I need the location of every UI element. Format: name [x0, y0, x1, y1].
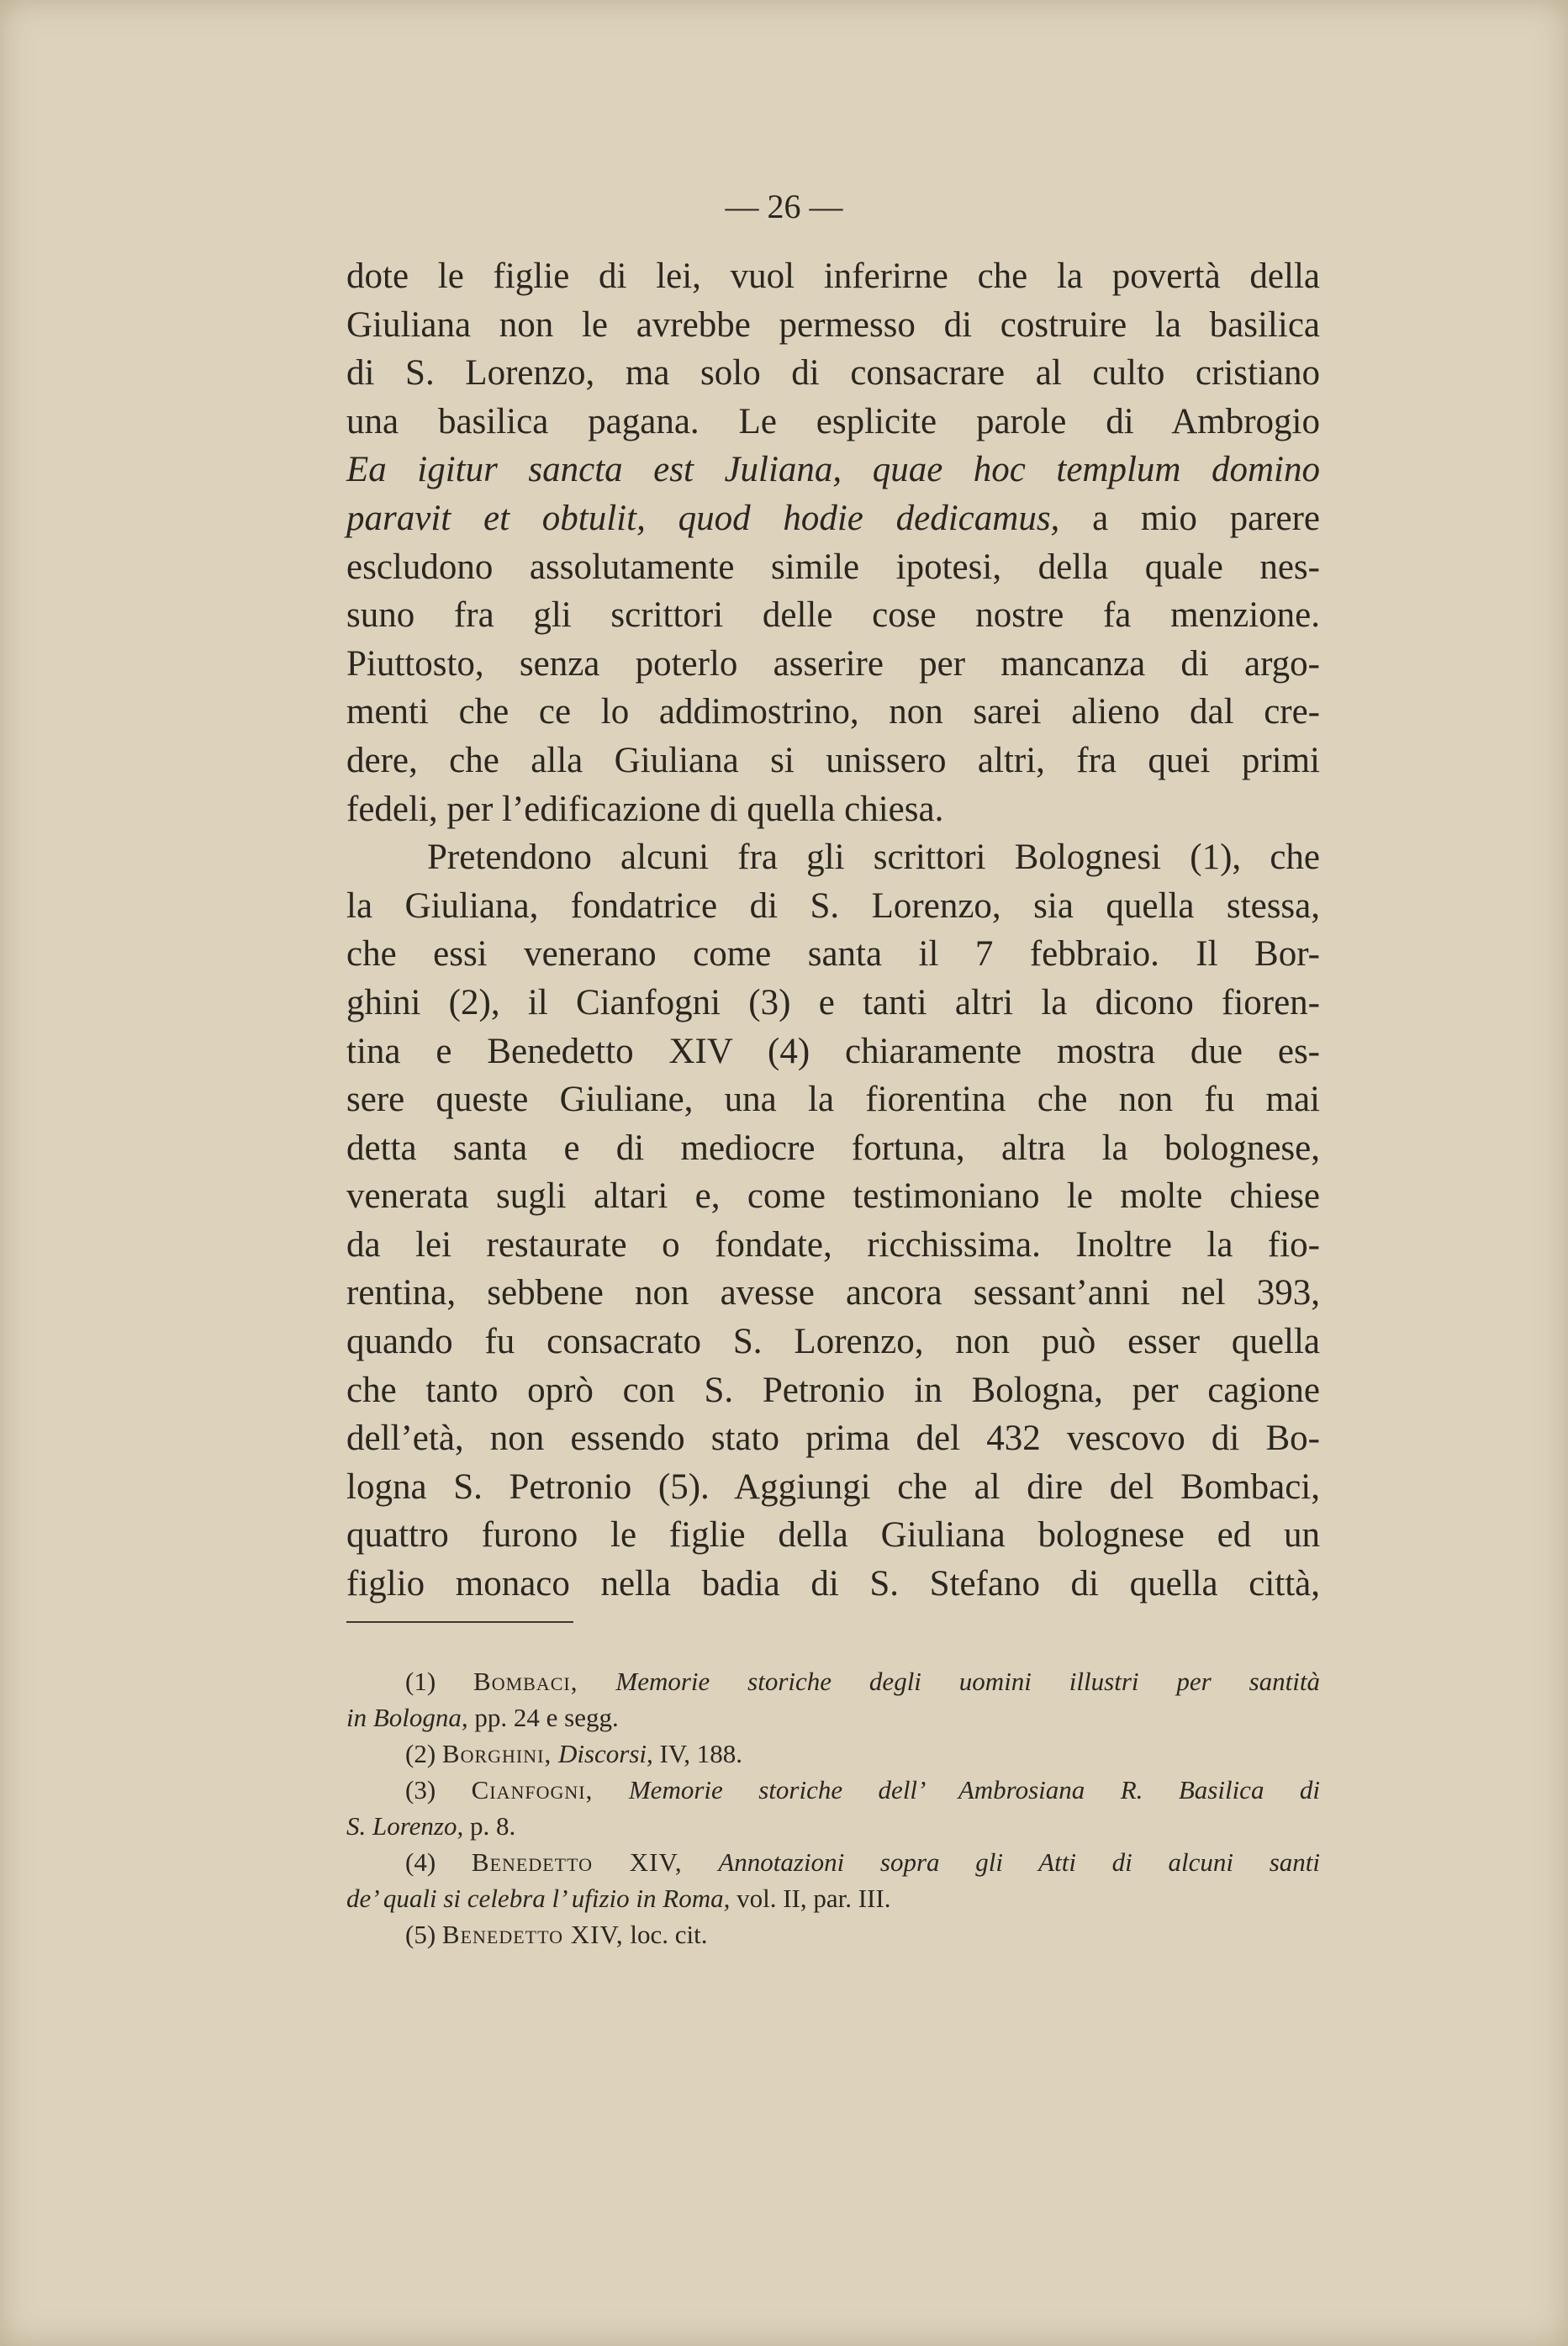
footnote-title: Annotazioni sopra gli Atti di alcuni santi	[718, 1847, 1321, 1877]
footnotes	[346, 1663, 1320, 1952]
footnote-4-cont	[346, 1880, 1320, 1916]
text-line: da lei restaurate o fondate, ricchissima. Inoltre la fio-	[346, 1224, 1320, 1265]
footnote-pages: IV, 188.	[652, 1739, 743, 1768]
footnote-1-cont	[346, 1699, 1320, 1736]
footnote-pages: pp. 24 e segg.	[467, 1703, 619, 1732]
footnote-number: (3)	[405, 1775, 436, 1804]
footnote-pages: loc. cit.	[623, 1920, 708, 1949]
text-line-paragraph-start: Pretendono alcuni fra gli scrittori Bolognesi (1), che	[427, 837, 1320, 878]
text-line: che tanto oprò con S. Petronio in Bologna, per cagione	[346, 1370, 1320, 1410]
footnote-title: Discorsi,	[557, 1739, 653, 1768]
page-number: — 26 —	[725, 188, 843, 225]
text-line: menti che ce lo addimostrino, non sarei alieno dal cre-	[346, 692, 1320, 732]
main-text	[346, 252, 1320, 1609]
text-line: tina e Benedetto XIV (4) chiaramente mostra due es-	[346, 1031, 1320, 1071]
footnote-author: Benedetto XIV,	[441, 1920, 624, 1949]
text-line: dote le figlie di lei, vuol inferirne che la povertà della	[346, 256, 1320, 296]
text-line: la Giuliana, fondatrice di S. Lorenzo, sia quella stessa,	[346, 885, 1320, 926]
text-line: detta santa e di mediocre fortuna, altra la bolognese,	[346, 1128, 1320, 1168]
footnote-number: (4)	[405, 1847, 436, 1877]
footnote-1	[346, 1663, 1320, 1699]
text-line-latin-quote: Ea igitur sancta est Juliana, quae hoc templum domino	[346, 450, 1320, 490]
footnote-number: (5)	[405, 1920, 436, 1949]
footnote-3	[346, 1772, 1320, 1808]
text-line: sere queste Giuliane, una la fiorentina che non fu mai	[346, 1080, 1320, 1120]
text-line: rentina, sebbene non avesse ancora sessant’anni nel 393,	[346, 1273, 1320, 1313]
footnote-title: S. Lorenzo,	[346, 1811, 464, 1841]
text-line: figlio monaco nella badia di S. Stefano di quella città,	[346, 1564, 1320, 1604]
footnote-pages: p. 8.	[463, 1811, 516, 1841]
footnote-title: Memorie storiche degli uomini illustri per santità	[615, 1667, 1320, 1696]
latin-quote-end: paravit et obtulit, quod hodie dedicamus,	[346, 498, 1060, 538]
footnote-title: in Bologna,	[346, 1703, 468, 1732]
text-line: logna S. Petronio (5). Aggiungi che al dire del Bombaci,	[346, 1466, 1320, 1507]
footnote-title: de’ quali si celebra l’ ufizio in Roma,	[346, 1884, 731, 1913]
text-line: ghini (2), il Cianfogni (3) e tanti altri la dicono fioren-	[346, 982, 1320, 1022]
footnote-author: Cianfogni,	[471, 1775, 594, 1804]
text-line: Piuttosto, senza poterlo asserire per mancanza di argo-	[346, 643, 1320, 684]
footnote-2	[346, 1736, 1320, 1772]
footnote-title: Memorie storiche dell’ Ambrosiana R. Basilica di	[628, 1775, 1321, 1804]
footnote-separator	[346, 1621, 573, 1623]
footnote-author: Bombaci,	[473, 1667, 578, 1696]
footnote-author: Benedetto XIV,	[471, 1847, 683, 1877]
text-line: quando fu consacrato S. Lorenzo, non può esser quella	[346, 1322, 1320, 1362]
footnote-3-cont	[346, 1808, 1320, 1844]
footnote-4	[346, 1844, 1320, 1880]
text-fragment: a mio parere	[1059, 498, 1320, 538]
text-line: fedeli, per l’edificazione di quella chiesa.	[346, 789, 944, 829]
footnote-pages: vol. II, par. III.	[730, 1884, 891, 1913]
footnote-author: Borghini,	[441, 1739, 552, 1768]
text-line: venerata sugli altari e, come testimoniano le molte chiese	[346, 1176, 1320, 1217]
text-line	[346, 494, 1320, 543]
footnote-number: (1)	[405, 1667, 436, 1696]
text-line: Giuliana non le avrebbe permesso di costruire la basilica	[346, 304, 1320, 345]
text-line: che essi venerano come santa il 7 febbraio. Il Bor-	[346, 934, 1320, 975]
footnote-number: (2)	[405, 1739, 436, 1768]
text-line: escludono assolutamente simile ipotesi, della quale nes-	[346, 547, 1320, 587]
text-line: una basilica pagana. Le esplicite parole di Ambrogio	[346, 401, 1320, 441]
text-line: di S. Lorenzo, ma solo di consacrare al culto cristiano	[346, 353, 1320, 394]
text-line: dell’età, non essendo stato prima del 432 vescovo di Bo-	[346, 1419, 1320, 1459]
text-line: quattro furono le figlie della Giuliana bolognese ed un	[346, 1515, 1320, 1556]
text-line: dere, che alla Giuliana si unissero altri, fra quei primi	[346, 740, 1320, 780]
footnote-5	[346, 1916, 1320, 1952]
text-line: suno fra gli scrittori delle cose nostre fa menzione.	[346, 595, 1320, 636]
